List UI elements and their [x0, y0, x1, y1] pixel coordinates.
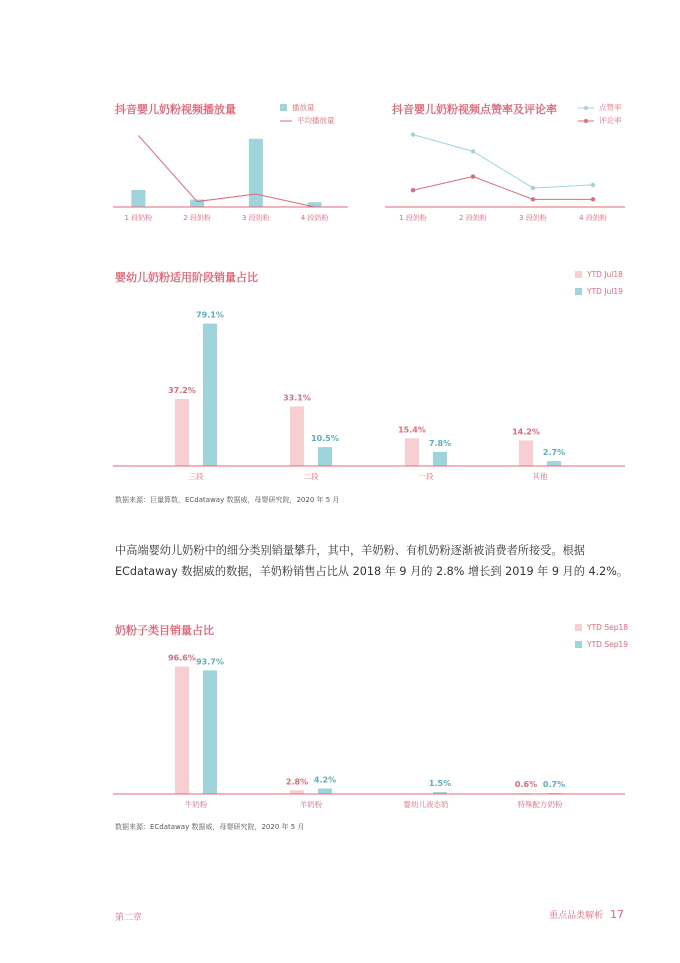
data-label-stage-s1-1: 37.2% — [168, 386, 196, 396]
x-tick-views-1: 1 段奶粉 — [124, 214, 153, 222]
legend-swatch-rates-like — [578, 105, 594, 111]
data-label-stage-s2-4: 2.7% — [542, 448, 566, 458]
data-label-subcat-s2-3: 1.5% — [428, 779, 452, 789]
data-label-stage-s2-3: 7.8% — [428, 438, 452, 448]
bar-subcat-s1-1 — [175, 667, 189, 794]
data-label-stage-s2-2: 10.5% — [311, 434, 339, 444]
point-rates-comment-4 — [591, 197, 595, 201]
legend-subcat-18 — [575, 623, 628, 632]
chart-title-subcat: 奶粉子类目销量占比 — [115, 624, 214, 637]
x-tick-rates-1: 1 段奶粉 — [399, 214, 427, 222]
data-label-subcat-s2-1: 93.7% — [196, 657, 224, 667]
x-tick-stage-4: 其他 — [532, 472, 548, 481]
x-tick-subcat-3: 婴幼儿液态奶 — [403, 800, 449, 809]
point-rates-like-2 — [471, 149, 475, 153]
legend-label-views-line: 平均播放量 — [297, 116, 335, 125]
x-tick-subcat-2: 羊奶粉 — [299, 800, 323, 809]
legend-label-stage-18: YTD Jul18 — [587, 270, 623, 279]
footer-page-number: 17 — [610, 908, 624, 921]
point-rates-like-3 — [531, 186, 535, 190]
x-tick-views-2: 2 段奶粉 — [183, 214, 211, 222]
bar-stage-s1-3 — [405, 438, 419, 466]
data-label-stage-s1-4: 14.2% — [512, 427, 540, 437]
bar-subcat-s2-2 — [318, 788, 332, 794]
bar-stage-s1-4 — [519, 440, 533, 466]
data-label-subcat-s2-4: 0.7% — [542, 780, 566, 790]
x-tick-stage-1: 三段 — [188, 472, 204, 481]
chart-title-rates: 抖音婴儿奶粉视频点赞率及评论率 — [392, 103, 557, 116]
legend-label-subcat-18: YTD Sep18 — [587, 623, 629, 632]
line-rates-comment — [413, 177, 593, 200]
legend-label-rates-comment: 评论率 — [599, 116, 622, 125]
legend-swatch-subcat-18 — [575, 624, 582, 631]
data-label-subcat-s1-2: 2.8% — [285, 777, 309, 787]
legend-rates-like — [578, 102, 622, 113]
source-note-subcat: 数据来源：ECdataway 数据威，母婴研究院，2020 年 5 月 — [115, 823, 305, 831]
legend-swatch-stage-19 — [575, 288, 582, 295]
bar-stage-s1-1 — [175, 399, 189, 466]
legend-label-subcat-19: YTD Sep19 — [587, 640, 629, 649]
bar-stage-s2-2 — [318, 447, 332, 466]
line-rates-like — [413, 135, 593, 188]
chart-stage — [113, 300, 625, 490]
point-rates-comment-3 — [531, 197, 535, 201]
footer-section — [549, 908, 624, 921]
bar-stage-s2-4 — [547, 461, 561, 466]
x-tick-stage-3: 一段 — [418, 472, 434, 481]
bar-stage-s1-2 — [290, 406, 304, 466]
legend-views-bar — [280, 102, 315, 113]
x-tick-subcat-1: 牛奶粉 — [184, 800, 208, 809]
source-note-stage: 数据来源：巨量算数，ECdataway 数据威，母婴研究院，2020 年 5 月 — [115, 496, 340, 504]
x-tick-stage-2: 二段 — [303, 472, 319, 481]
chart-title-views: 抖音婴儿奶粉视频播放量 — [115, 103, 236, 116]
legend-label-rates-like: 点赞率 — [599, 103, 622, 112]
chart-rates — [385, 122, 625, 232]
legend-swatch-subcat-19 — [575, 641, 582, 648]
x-tick-subcat-4: 特殊配方奶粉 — [517, 800, 563, 809]
bar-stage-s2-3 — [433, 452, 447, 466]
paragraph-line-1: 中高端婴幼儿奶粉中的细分类别销量攀升，其中，羊奶粉、有机奶粉逐渐被消费者所接受。根据 — [115, 544, 585, 557]
body-paragraph — [115, 540, 635, 582]
legend-swatch-views-bar — [280, 104, 287, 111]
legend-subcat-19 — [575, 640, 628, 649]
point-rates-like-4 — [591, 183, 595, 187]
bar-stage-s2-1 — [203, 324, 217, 466]
legend-label-stage-19: YTD Jul19 — [587, 287, 623, 296]
x-tick-rates-3: 3 段奶粉 — [519, 214, 547, 222]
chart-views — [113, 122, 348, 232]
data-label-subcat-s1-1: 96.6% — [168, 653, 196, 663]
x-tick-views-4: 4 段奶粉 — [300, 214, 329, 222]
bar-subcat-s1-2 — [290, 790, 304, 794]
data-label-subcat-s1-4: 0.6% — [514, 780, 538, 790]
point-rates-comment-2 — [471, 174, 475, 178]
legend-swatch-stage-18 — [575, 271, 582, 278]
legend-stage-18 — [575, 270, 623, 279]
x-tick-rates-2: 2 段奶粉 — [459, 214, 487, 222]
legend-stage-19 — [575, 287, 623, 296]
bar-views-1 — [131, 190, 145, 207]
x-tick-rates-4: 4 段奶粉 — [579, 214, 607, 222]
chart-title-stage: 婴幼儿奶粉适用阶段销量占比 — [115, 271, 258, 284]
chart-subcat — [113, 652, 625, 816]
legend-label-views-bar: 播放量 — [292, 103, 315, 112]
line-views-average — [138, 135, 314, 207]
footer-section-title: 重点品类解析 — [549, 911, 604, 921]
bar-subcat-s2-1 — [203, 670, 217, 794]
point-rates-like-1 — [411, 132, 415, 136]
data-label-subcat-s2-2: 4.2% — [313, 775, 337, 785]
footer-chapter: 第二章 — [115, 913, 143, 923]
x-tick-views-3: 3 段奶粉 — [242, 214, 270, 222]
point-rates-comment-1 — [411, 188, 415, 192]
bar-views-3 — [249, 139, 263, 207]
data-label-stage-s1-2: 33.1% — [283, 393, 311, 403]
data-label-stage-s2-1: 79.1% — [196, 310, 224, 320]
data-label-stage-s1-3: 15.4% — [398, 425, 426, 435]
paragraph-line-2: ECdataway 数据威的数据，羊奶粉销售占比从 2018 年 9 月的 2.8% 增长到 2019 年 9 月的 4.2%。 — [115, 565, 629, 578]
